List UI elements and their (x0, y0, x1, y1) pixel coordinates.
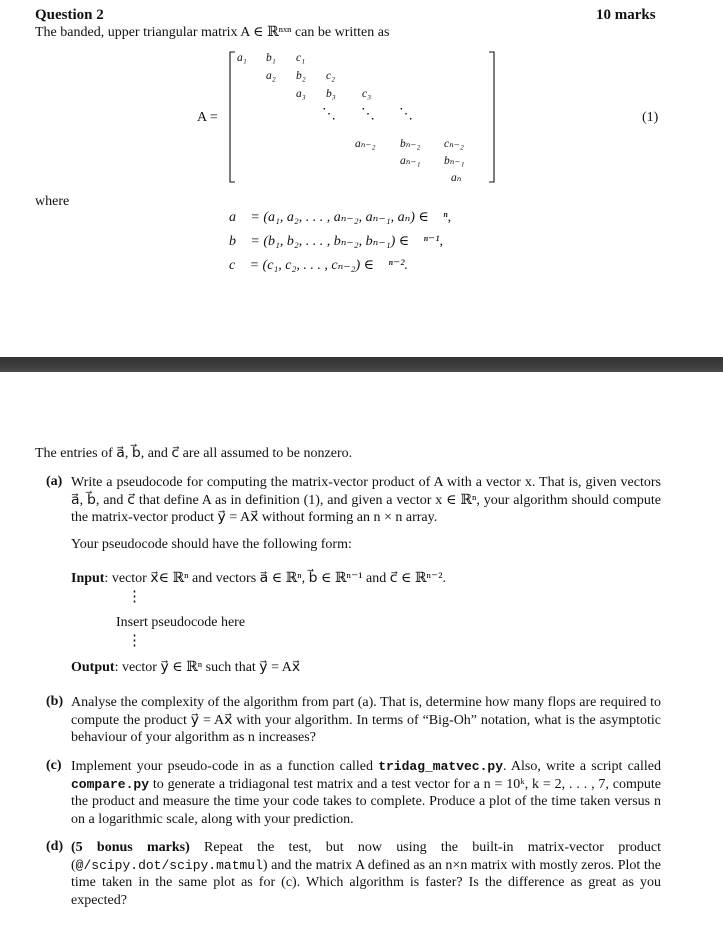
matrix-an1: aₙ₋₁ (400, 155, 421, 167)
input-text: : vector x⃗∈ ℝⁿ and vectors a⃗ ∈ ℝⁿ, b⃗ ∈ ℝⁿ⁻¹ and c⃗ ∈ ℝⁿ⁻². (104, 571, 446, 586)
insert-pseudocode: Insert pseudocode here (116, 615, 246, 630)
part-d-text (71, 839, 661, 910)
input-line (71, 570, 446, 588)
definition-a: a⃗ = (a₁, a₂, . . . , aₙ₋₂, aₙ₋₁, aₙ) ∈ ℝⁿ, (229, 210, 452, 225)
part-c-text-1: Implement your pseudo-code in as a function called (71, 759, 379, 774)
matrix-c1: c₁ (296, 52, 306, 64)
matrix-ddots: ⋱ (361, 107, 375, 122)
part-d-text-1: Repeat the test, but now using the built-in matrix-vector product ( (71, 840, 661, 873)
code-tridag-matvec: tridag_matvec.py (378, 759, 504, 774)
code-scipy-matmul: @/scipy.dot/scipy.matmul (75, 857, 263, 873)
bonus-marks: (5 bonus marks) (71, 840, 190, 855)
code-compare: compare.py (71, 776, 150, 792)
matrix-b1: b₁ (266, 52, 276, 64)
intro-text: The banded, upper triangular matrix A ∈ ℝⁿˣⁿ can be written as (35, 25, 390, 40)
part-b-label: (b) (46, 694, 64, 709)
vdots-icon: ⋮ (127, 633, 142, 649)
definition-b: b⃗ = (b₁, b₂, . . . , bₙ₋₂, bₙ₋₁) ∈ ℝⁿ⁻¹, (229, 234, 444, 249)
matrix-b2: b₂ (296, 70, 306, 82)
matrix-an: aₙ (451, 172, 462, 184)
input-label: Input (71, 571, 105, 586)
part-d-text-2: ) and the matrix A defined as an n×n matrix with mostly zeros. Plot the time taken in the same plot as for (c). Which algorithm is faster? Is the difference as great as you expected? (71, 857, 661, 909)
matrix-an2: aₙ₋₂ (355, 138, 376, 150)
part-c-text-3: to generate a tridiagonal test matrix and a test vector for a n = 10ᵏ, k = 2, . . . , 7, compute the product and measure the time your code takes to complete. Produce a plot of the time taken versus n on a logarithmic scale, along with your prediction. (71, 776, 661, 828)
matrix-c2: c₂ (326, 70, 336, 82)
part-c-label: (c) (46, 758, 62, 773)
marks-label: 10 marks (596, 7, 656, 23)
output-line (71, 659, 300, 677)
question-title: Question 2 (35, 7, 104, 23)
matrix-cn2: cₙ₋₂ (444, 138, 464, 150)
page-divider (0, 357, 723, 372)
part-a-label: (a) (46, 474, 63, 489)
part-b-text: Analyse the complexity of the algorithm from part (a). That is, determine how many flops are required to compute the product y⃗ = Ax⃗ with your algorithm. In terms of “Big-Oh” notation, what is the asymptotic behaviour of your algorithm as n increases? (71, 695, 661, 746)
matrix-a1: a₁ (237, 52, 247, 64)
matrix-lhs: A = (197, 110, 218, 125)
vdots-icon: ⋮ (127, 589, 142, 605)
matrix-ddots: ⋱ (399, 107, 413, 122)
equation-number: (1) (642, 110, 659, 125)
output-text: : vector y⃗ ∈ ℝⁿ such that y⃗ = Ax⃗ (114, 660, 301, 675)
matrix-ddots: ⋱ (322, 107, 336, 122)
definition-c: c⃗ = (c₁, c₂, . . . , cₙ₋₂) ∈ ℝⁿ⁻². (229, 258, 408, 273)
matrix-c3: c₃ (362, 88, 372, 100)
part-a-form: Your pseudocode should have the following form: (71, 537, 352, 552)
nonzero-statement: The entries of a⃗, b⃗, and c⃗ are all assumed to be nonzero. (35, 446, 353, 461)
matrix-b3: b₃ (326, 88, 336, 100)
part-d-label: (d) (46, 839, 64, 854)
matrix-a2: a₂ (266, 70, 276, 82)
matrix-a3: a₃ (296, 88, 306, 100)
part-a-text: Write a pseudocode for computing the matrix-vector product of A with a vector x. That is, given vectors a⃗, b⃗, and c⃗ that define A as in definition (1), and given a vector x ∈ ℝⁿ, your algorithm should compute the matrix-vector product y⃗ = Ax⃗ without forming an n × n array. (71, 475, 661, 526)
matrix-bn1: bₙ₋₁ (444, 155, 465, 167)
output-label: Output (71, 660, 115, 675)
matrix-bn2: bₙ₋₂ (400, 138, 421, 150)
where-label: where (35, 194, 70, 209)
part-c-text-2: . Also, write a script called (503, 759, 661, 774)
part-c-text (71, 758, 661, 829)
